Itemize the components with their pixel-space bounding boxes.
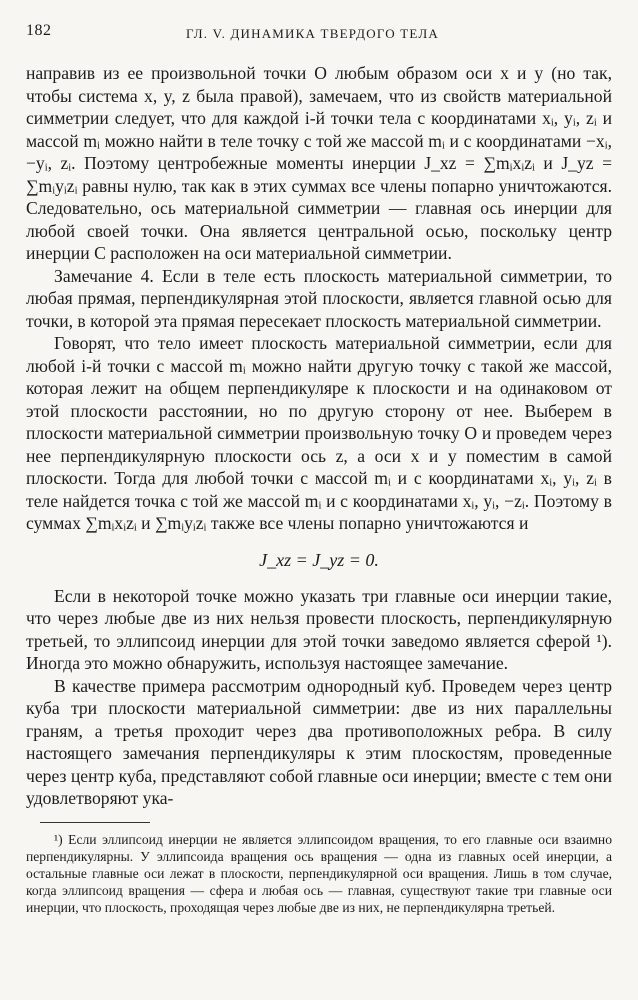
paragraph-continued: направив из ее произвольной точки O любым образом оси x и y (но так, чтобы система x, y, z была правой), замечаем, что из свойств материальной симметрии следует, что для каждой i-й точки тела с координатами xᵢ, yᵢ, zᵢ и массой mᵢ можно найти в теле точку с той же массой mᵢ и с координатами −xᵢ, −yᵢ, zᵢ. Поэтому центробежные моменты инерции J_xz = ∑mᵢxᵢzᵢ и J_yz = ∑mᵢyᵢzᵢ равны нулю, так как в этих суммах все члены попарно уничтожаются. Следовательно, ось материальной симметрии — главная ось инерции для любой своей точки. Она является центральной осью, поскольку центр инерции C расположен на оси материальной симметрии.: [26, 63, 612, 263]
display-formula: J_xz = J_yz = 0.: [259, 549, 379, 570]
running-head: ГЛ. V. ДИНАМИКА ТВЕРДОГО ТЕЛА: [186, 26, 439, 41]
body-text: [26, 62, 612, 810]
paragraph-plane-symmetry: Говорят, что тело имеет плоскость материальной симметрии, если для любой i-й точки с массой mᵢ можно найти другую точку с такой же массой, которая лежит на общем перпендикуляре к плоскости и на одинаковом от этой плоскости расстоянии, но по другую сторону от нее. Выберем в плоскости материальной симметрии произвольную точку O и проведем через нее перпендикулярную плоскости ось z, а оси x и y поместим в самой плоскости. Тогда для любой точки с массой mᵢ и с координатами xᵢ, yᵢ, zᵢ в теле найдется точка с той же массой mᵢ и с координатами xᵢ, yᵢ, −zᵢ. Поэтому в суммах ∑mᵢxᵢzᵢ и ∑mᵢyᵢzᵢ также все члены попарно уничтожаются и: [26, 333, 612, 533]
page-header: [26, 20, 612, 48]
footnote: ¹) Если эллипсоид инерции не является эллипсоидом вращения, то его главные оси взаимно перпендикулярны. У эллипсоида вращения ось вращения — одна из главных осей инерции, а остальные главные оси лежат в плоскости, перпендикулярной оси вращения. Лишь в том случае, когда эллипсоид вращения — сфера и любая ось — главная, существуют такие три главные оси инерции, что плоскость, проходящая через любые две из них, не перпендикулярна третьей.: [26, 831, 612, 915]
paragraph-remark-4: Замечание 4. Если в теле есть плоскость материальной симметрии, то любая прямая, перпендикулярная этой плоскости, является главной осью для точки, в которой эта прямая пересекает плоскость материальной симметрии.: [26, 265, 612, 331]
page-number: 182: [26, 22, 52, 39]
paragraph-cube-example: В качестве примера рассмотрим однородный куб. Проведем через центр куба три плоскости материальной симметрии: две из них параллельны граням, а третья проходит через два противоположных ребра. В силу настоящего замечания перпендикуляры к этим плоскостям, проведенные через центр куба, представляют собой главные оси инерции; вместе с тем они удовлетворяют ука-: [26, 675, 612, 808]
paragraph-principal-axes: Если в некоторой точке можно указать три главные оси инерции такие, что через любые две из них нельзя провести плоскость, перпендикулярную третьей, то эллипсоид инерции для этой точки заведомо является сферой ¹). Иногда это можно обнаружить, используя настоящее замечание.: [26, 585, 612, 673]
footnote-divider: [40, 822, 150, 823]
